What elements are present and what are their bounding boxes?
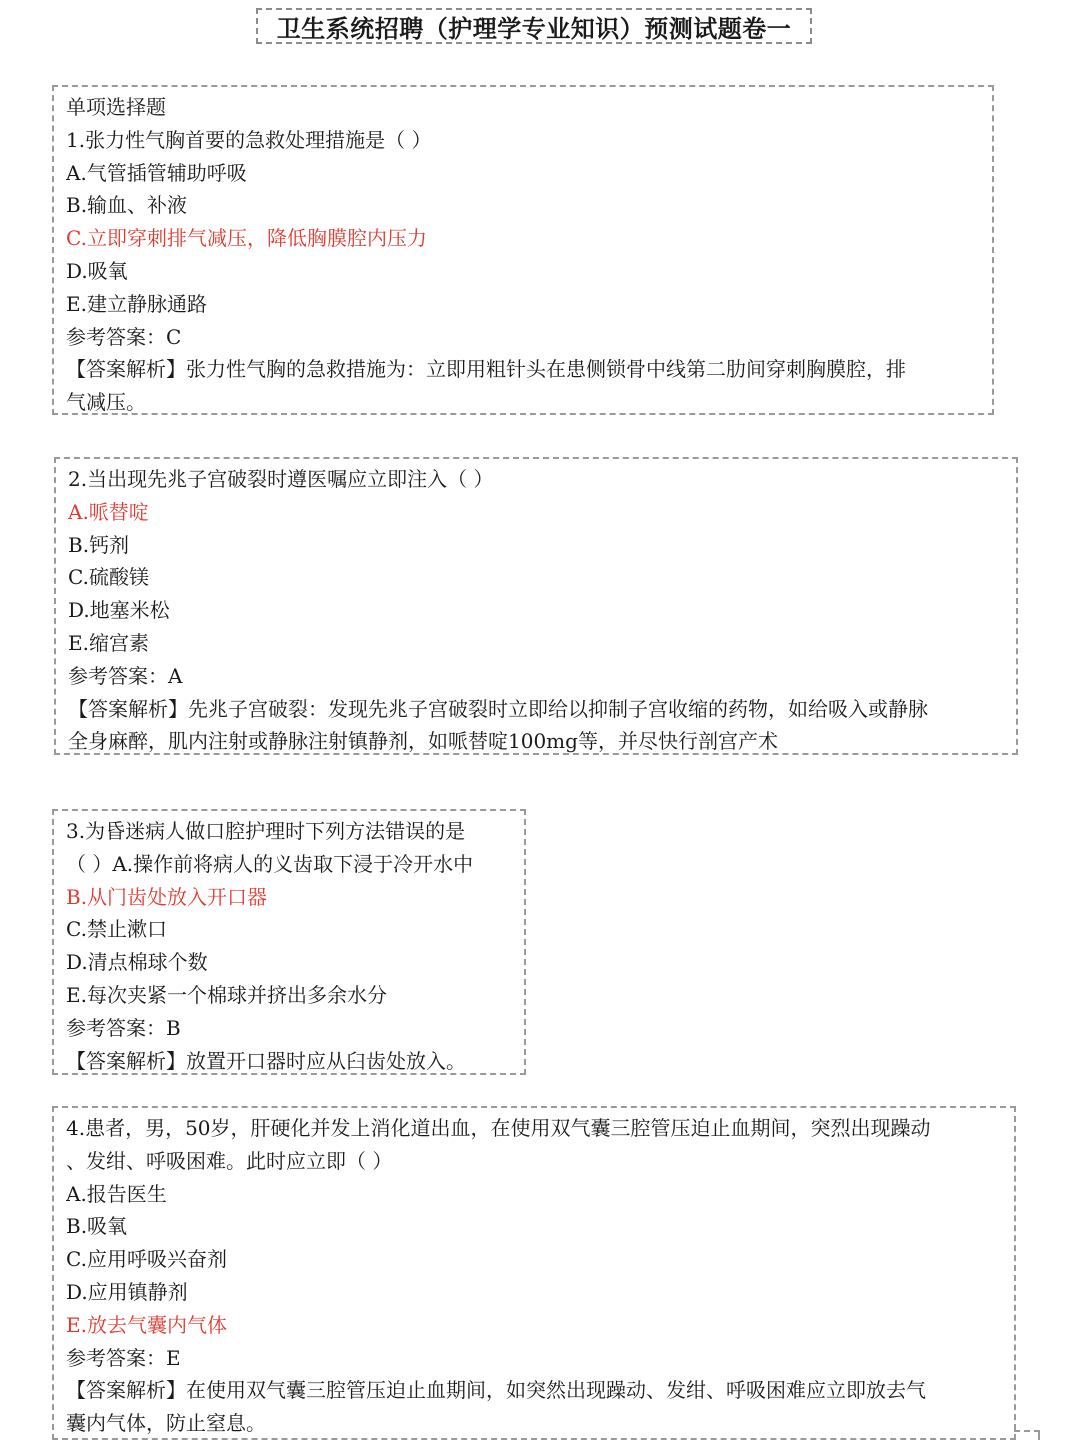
option-c: C.硫酸镁 [68,565,149,590]
option-c: C.应用呼吸兴奋剂 [66,1247,227,1272]
option-a-correct: A.哌替啶 [68,499,149,524]
answer-analysis-line-2: 气减压。 [66,390,146,415]
option-b: B.输血、补液 [66,193,188,218]
question-stem-line-2: 、发绀、呼吸困难。此时应立即（ ） [66,1148,393,1173]
answer-analysis-line-1: 【答案解析】先兆子宫破裂：发现先兆子宫破裂时立即给以抑制子宫收缩的药物，如给吸入或静脉 [68,696,928,721]
reference-answer: 参考答案：E [66,1345,181,1370]
option-d: D.吸氧 [66,258,128,283]
option-c-correct: C.立即穿刺排气减压，降低胸膜腔内压力 [66,226,427,251]
next-card-border-fragment [1014,1430,1040,1440]
option-e: E.缩宫素 [68,630,149,655]
answer-analysis-line-2: 囊内气体，防止窒息。 [66,1411,266,1436]
section-heading: 单项选择题 [66,95,166,119]
question-card-3 [52,809,526,1075]
question-stem: 1.张力性气胸首要的急救处理措施是（ ） [66,127,432,152]
reference-answer: 参考答案：B [66,1015,181,1040]
option-b: B.吸氧 [66,1214,128,1239]
option-c: C.禁止漱口 [66,917,167,942]
option-d: D.地塞米松 [68,598,170,623]
option-b: B.钙剂 [68,532,130,557]
option-e: E.建立静脉通路 [66,291,207,316]
answer-analysis-line-1: 【答案解析】张力性气胸的急救措施为：立即用粗针头在患侧锁骨中线第二肋间穿刺胸膜腔，排 [66,357,906,382]
question-stem-line-2: （ ）A.操作前将病人的义齿取下浸于冷开水中 [66,851,474,876]
answer-analysis-line-2: 全身麻醉，肌内注射或静脉注射镇静剂，如哌替啶100mg等，并尽快行剖宫产术 [68,729,778,754]
option-d: D.应用镇静剂 [66,1279,188,1304]
question-card-4 [52,1106,1016,1440]
reference-answer: 参考答案：A [68,663,183,688]
question-card-2 [54,457,1018,755]
answer-analysis-line-1: 【答案解析】在使用双气囊三腔管压迫止血期间，如突然出现躁动、发绀、呼吸困难应立即放去气 [66,1378,926,1403]
page-title: 卫生系统招聘（护理学专业知识）预测试题卷一 [256,8,812,44]
question-stem-line-1: 3.为昏迷病人做口腔护理时下列方法错误的是 [66,819,466,843]
reference-answer: 参考答案：C [66,324,182,349]
answer-analysis-line-1: 【答案解析】放置开口器时应从臼齿处放入。 [66,1048,466,1073]
option-e: E.每次夹紧一个棉球并挤出多余水分 [66,982,387,1007]
question-card-1 [52,85,994,415]
question-stem: 2.当出现先兆子宫破裂时遵医嘱应立即注入（ ） [68,467,494,491]
option-a: A.气管插管辅助呼吸 [66,160,247,185]
option-d: D.清点棉球个数 [66,950,208,975]
question-stem-line-1: 4.患者，男，50岁，肝硬化并发上消化道出血，在使用双气囊三腔管压迫止血期间，突烈出现躁动 [66,1116,931,1140]
option-b-correct: B.从门齿处放入开口器 [66,884,268,909]
option-e-correct: E.放去气囊内气体 [66,1312,227,1337]
option-a: A.报告医生 [66,1181,167,1206]
